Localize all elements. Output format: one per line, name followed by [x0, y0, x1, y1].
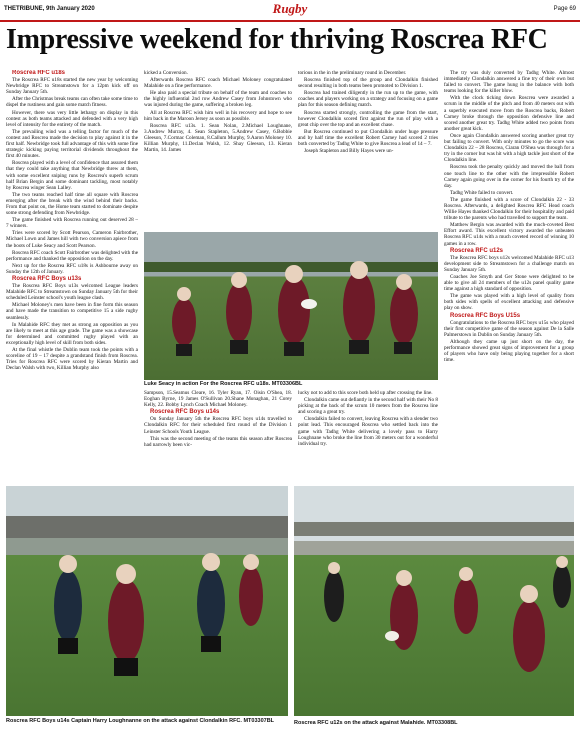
paragraph: The game was played with a high level of quality from both sides with spells of excellent attacking and defensive play on show. [444, 293, 574, 312]
paragraph: Joseph Stapleton and Billy Hayes were un- [304, 148, 394, 155]
photo-caption-u18s: Luke Seacy in action For the Roscrea RFC u18s. MT03306BL [144, 381, 303, 387]
photo-u14s-captain [6, 486, 288, 716]
paragraph: Roscrea RFC u13s. 1. Sean Nolan, 2.Michael Loughnane, 3.Andrew Murray, 4. Sean Stapleton, 5.Andrew Casey, 6.Bobbie Gleeson, 7.Cormac Coleman, 8.Callum Murphy, 9.Aaron Moloney 10. Killian Murphy, 11.Declan Walsh, 12. Shay Gleeson, 13. Kieran Martin, 14. James [144, 122, 292, 154]
paragraph: Once again Clondalkin answered scoring another great try but failing to convert. With only minutes to go the score was Clondalkin 22 – 28 Roscrea, Ciaran O'Shea was through for a try in the corner but was hit with a high tackle just short of the Clondalkin line. [444, 132, 574, 164]
paragraph: This was the second meeting of the teams this season after Roscrea had narrowly been vic- [144, 435, 292, 448]
paragraph: Coaches Joe Smyth and Ger Stone were delighted to be able to give all 24 members of the u12s panel quality game time against a high standard of opposition. [444, 274, 574, 293]
page-number: Page 69 [553, 6, 576, 12]
paragraph: The Roscrea RFC Boys u13s welcomed League leaders Malahide RFC to Streamstown on Sunday January 5th for their scheduled Leinster school's youth league clash. [6, 283, 138, 302]
article-column-3-top [298, 70, 438, 230]
paragraph: Roscrea finished top of the group and Clondalkin finished second resulting in both teams been promoted to Division 1. [298, 77, 438, 90]
paragraph: In Malahide RFC they met as strong an opposition as you are likely to meet at this age grade. The game was a showcase for determined and committed rugby played with an exceptionally high level of skill from both sides. [6, 321, 138, 346]
subheading-u13s: Roscrea RFC Boys u13s [12, 276, 82, 282]
subheading-u14s: Roscrea RFC Boys u14s [150, 409, 220, 416]
paragraph: But Roscrea continued to put Clondalkin under huge pressure and by half time the excellent Robert Carney had scored 2 tries both converted by Tadhg White to give Roscrea a lead of 14 – 7. [298, 128, 438, 148]
paragraph: The Roscrea RFC boys u12s welcomed Malahide RFC u13 development side to Streamstown for a challenge match on Sunday January 5th. [444, 254, 574, 273]
paragraph: The prevailing wind was a telling factor for much of the contest and Roscrea made the decision to play against it in the first half. Newbridge took full advantage of this with some fine strategic kicking paying territorial dividends throughout the first 40 minutes. [6, 128, 138, 160]
rugby-u12s-image [294, 486, 574, 716]
headline: Impressive weekend for thriving Roscrea RFC [6, 24, 548, 55]
paragraph: However, there was very little lethargy on display in this contest as both teams attacked and defended with a very high level of intensity for the entirety of the match. [6, 109, 138, 128]
paragraph: Michael Moloney's men have been in fine form this season and have made the transition to competitive 15 a side rugby seamlessly. [6, 302, 138, 321]
article-column-2-bottom [144, 390, 292, 482]
photo-caption-u14s: Roscrea RFC Boys u14s Captain Harry Loughnanne on the attack against Clondalkin RFC. MT03307BL [6, 718, 275, 724]
paragraph: The game finished with Roscrea running out deserved 28 – 7 winners. [6, 217, 138, 230]
paragraph: On Sunday January 5th the Roscrea RFC boys u14s travelled to Clondalkin RFC for their scheduled first round of the Division 1 Leinster Schools Youth League. [144, 416, 292, 435]
paragraph: Roscrea started strongly, controlling the game from the start, however Clondalkin scored first against the run of play with a great chip over the top and an excellent chase. [298, 109, 438, 128]
paragraph: lucky not to add to this score both held up after crossing the line. [298, 390, 433, 396]
paragraph: The game finished with a score of Clondalkin 22 - 33 Roscrea. Afterwards, a delighted Roscrea RFC Head coach Willie Hayes thanked Clondalkin for their hospitality and paid tribute to the parents who had travelled to support the team. [444, 196, 574, 222]
article-column-1 [6, 70, 138, 478]
paragraph: Sampson, 15.Seamus Cleare, 16. Tyler Ryan, 17. Oisin O'Shea, 18. Eoghan Byrne, 19 James O'Sullivan 20.Shane Monaghan, 21 Corey Kelly, 22. Bobby Lynch Coach Michael Moloney. [144, 390, 292, 409]
paragraph: After the Christmas break teams can often take some time to dispel the rustiness and gain some match fitness. [6, 96, 138, 109]
subheading-u12s: Roscrea RFC u12s [450, 247, 504, 254]
paragraph: Clondalkin failed to convert, leaving Roscrea with a slender two point lead. This encouraged Roscrea who settled back into the game with Tadhg White delivering a lovely pass to Harry Loughnane who broke the line from 30 meters out for a wonderful individual try. [298, 416, 438, 447]
paragraph: kicked a Conversion. [144, 70, 188, 76]
paragraph: Although they came up just short on the day, the performance showed great signs of improvement for a group of players who have only being playing together for a short time. [444, 338, 574, 364]
paragraph: At the final whistle the Dublin team took the points with a scoreline of 19 – 17 despite a grandstand finish from Roscrea. Tries for Roscrea RFC were scored by Kieran Martin and Declan Walsh with two, Killian Murphy also [6, 347, 138, 372]
paragraph: torious in the in the preliminary round in December. [298, 70, 407, 76]
subheading-u18s: Roscrea RFC u18s [12, 70, 66, 76]
article-column-4 [444, 70, 574, 482]
paragraph: With the clock ticking down Roscrea were awarded a scrum in the middle of the pitch and from 40 meters out with a superbly executed move from the Roscrea backs, Robert Carney broke through the opposition defensive line and scored another great try. Tadhg White added two points from another great kick. [444, 95, 574, 132]
paragraph: Afterwards Roscrea RFC coach Michael Moloney congratulated Malahide on a fine performance. [144, 77, 292, 90]
paragraph: The Roscrea RFC u18s started the new year by welcoming Newbridge RFC to Streamstown for a 12pm kick off on Sunday January 5th. [6, 77, 138, 96]
paragraph: He also paid a special tribute on behalf of the team and coaches to the highly influential 2nd row Andrew Casey from Johnstown who was injured during the game, suffering a broken leg. [144, 90, 292, 109]
paragraph: Next up for the Roscrea RFC u18s is Ashbourne away on Sunday the 12th of January. [6, 262, 138, 275]
article-column-3-bottom [298, 390, 438, 482]
publication-date: THETRIBUNE, 9th January 2020 [4, 6, 95, 12]
paragraph: The two teams reached half time all square with Roscrea emerging after the break with the wind behind their backs. From that point on, the Home team started to dominate despite some strong defending from Newbridge. [6, 191, 138, 217]
paragraph: Roscrea RFC coach Scott Fairbrother was delighted with the performance and thanked the opposition on the day. [6, 249, 138, 262]
paragraph: Congratulations to the Roscrea RFC boys u15s who played their first competitive game of the season against De la Salle Palmerstown in Dublin on Sunday January 5th. [444, 319, 574, 338]
article-column-2-top [144, 70, 292, 230]
photo-luke-seacy [144, 232, 438, 380]
photo-u12s-attack [294, 486, 574, 716]
section-title: Rugby [272, 1, 308, 16]
paragraph: Roscrea had trained diligently in the run up to the game, with coaches and players working on a strategy and focusing on a game plan for this season defining match. [298, 90, 438, 109]
paragraph: Roscrea took the penalty quickly and moved the ball from one touch line to the other with the irrepressible Robert Carney again going over in the corner for his fourth try of the day. [444, 164, 574, 189]
rugby-u14s-image [6, 486, 288, 716]
page-header [0, 0, 580, 22]
paragraph: Roscrea played with a level of confidence that assured them that they could take anything that Newbridge threw at them, with some excellent sniping runs by Roscrea's superb scrum half Brian Bergin and some dominant tackling, most notably by Roscrea winger Sean Lalley. [6, 160, 138, 191]
paragraph: Clondalkin came out defiantly in the second half with their No 8 picking at the back of the scrum 10 meters from the Roscrea line and scoring a great try. [298, 397, 438, 416]
paragraph: All at Roscrea RFC wish him well in his recovery and hope to see him back in the Maroon Jersey as soon as possible. [144, 109, 292, 122]
subheading-u15s: Roscrea RFC Boys U15s [450, 312, 521, 319]
paragraph: Matthew Bergin was awarded with the much-coveted Best Effort award. This excellent victory awarded the unbeaten Roscrea RFC u14s with a much coveted record of winning 10 games in a row. [444, 222, 574, 247]
paragraph: The try was duly converted by Tadhg White. Almost immediately Clondalkin answered a fine try of their own but failed to convert. The game hung in the balance with both teams looking for the killer blow. [444, 70, 574, 95]
paragraph: Tries were scored by Scott Pearson, Cameron Fairbrother, Michael Lown and James hill with two conversion apiece from the boots of Luke Seacy and Scott Pearson. [6, 230, 138, 249]
photo-caption-u12s: Roscrea RFC u12s on the attack against Malahide. MT03308BL [294, 720, 458, 726]
rugby-players-image [144, 232, 438, 380]
paragraph: Tadhg White failed to convert. [450, 189, 514, 196]
